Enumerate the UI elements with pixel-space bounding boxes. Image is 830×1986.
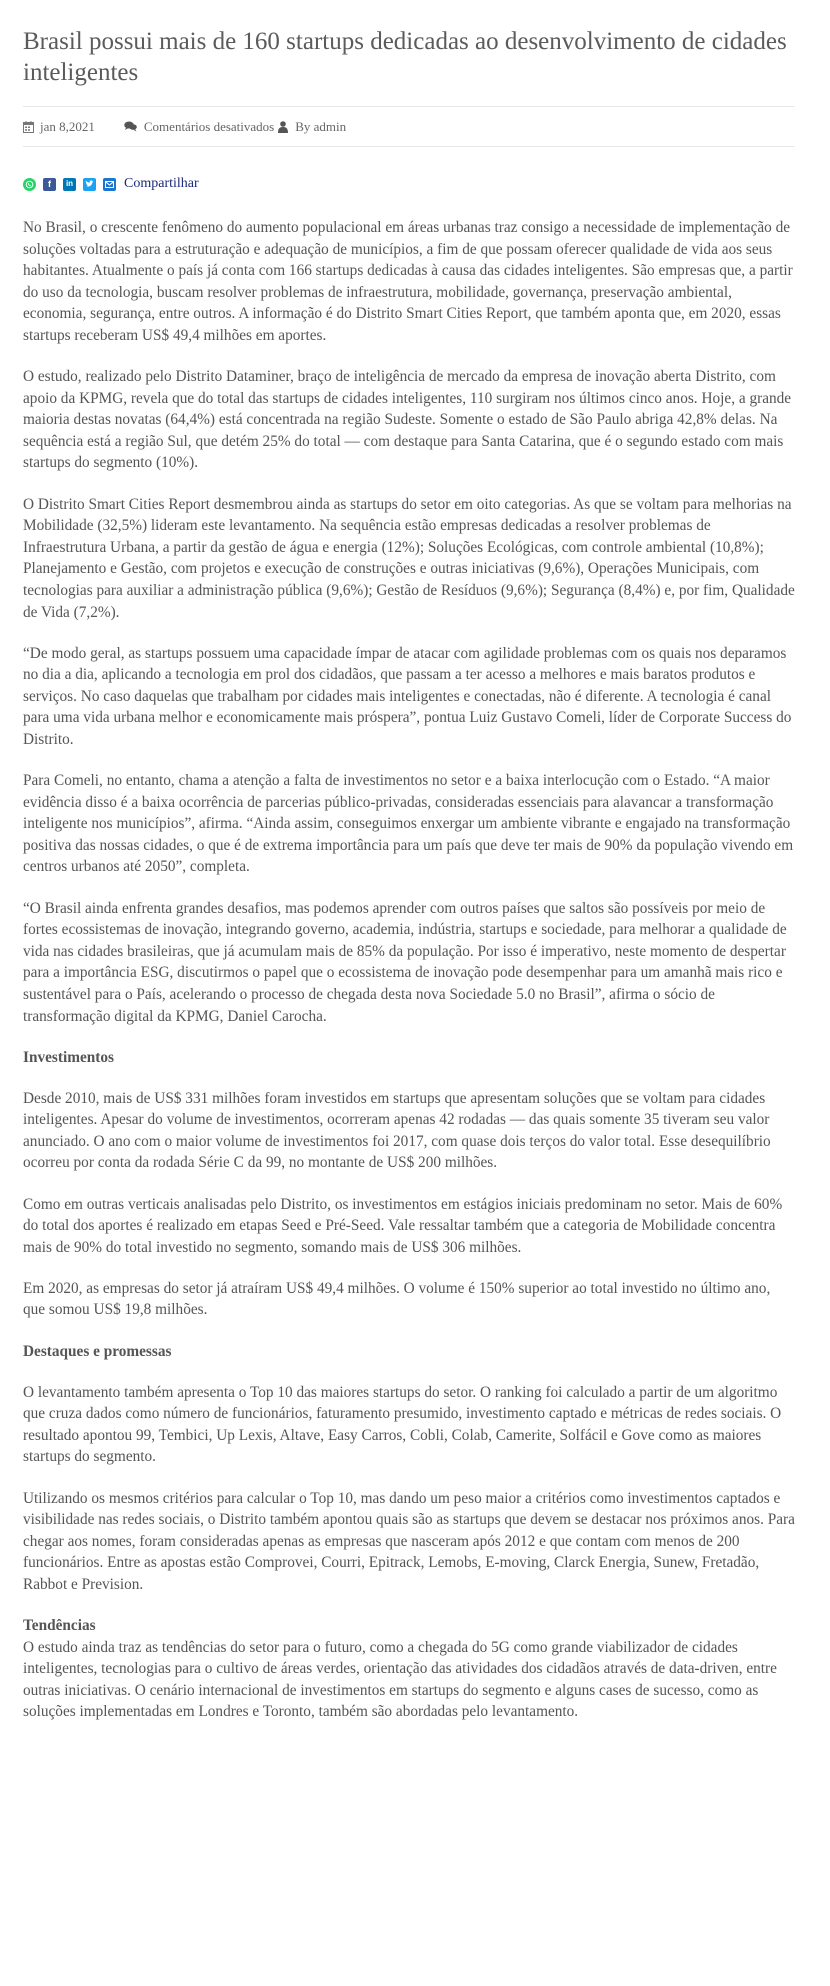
- comments-icon: [124, 121, 137, 132]
- paragraph: Em 2020, as empresas do setor já atraíram US$ 49,4 milhões. O volume é 150% superior ao total investido no último ano, que somou US$ 19,8 milhões.: [23, 1279, 771, 1319]
- post-date: [23, 119, 95, 135]
- share-bar: [23, 147, 795, 217]
- paragraph: “O Brasil ainda enfrenta grandes desafios, mas podemos aprender com outros países que saltos são possíveis por meio de fortes ecossistemas de inovação, integrando governo, academia, indústria, startups e sociedade, para melhorar a qualidade de vida nas cidades brasileiras, que já acumulam mais de 85% da população. Por isso é imperativo, neste momento de despertar para a importância ESG, discutirmos o papel que o ecossistema de inovação pode desempenhar para um amanhã mais rico e sustentável para o País, acelerando o processo de chegada desta nova Sociedade 5.0 no Brasil”, afirma o sócio de transformação digital da KPMG, Daniel Carocha.: [23, 899, 787, 1025]
- paragraph: Como em outras verticais analisadas pelo Distrito, os investimentos em estágios iniciais predominam no setor. Mais de 60% do total dos aportes é realizado em etapas Seed e Pré-Seed. Vale ressaltar também que a categoria de Mobilidade concentra mais de 90% do total investido no segmento, somando mais de US$ 306 milhões.: [23, 1195, 783, 1256]
- whatsapp-icon[interactable]: [23, 178, 36, 191]
- share-label[interactable]: Compartilhar: [124, 176, 199, 191]
- section-heading-tendencias: Tendências: [23, 1616, 96, 1634]
- post-date-text: jan 8,2021: [40, 118, 95, 134]
- paragraph: “De modo geral, as startups possuem uma capacidade ímpar de atacar com agilidade problemas com os quais nos deparamos no dia a dia, aplicando a tecnologia em prol dos cidadãos, que passam a ter acesso a melhores e mais baratos produtos e serviços. No caso daquelas que trabalham por cidades mais inteligentes e conectadas, não é diferente. A tecnologia é canal para uma vida urbana melhor e economicamente mais próspera”, pontua Luiz Gustavo Comeli, líder de Corporate Success do Distrito.: [23, 644, 792, 748]
- post-author-text: By admin: [295, 118, 347, 134]
- paragraph: Para Comeli, no entanto, chama a atenção a falta de investimentos no setor e a baixa interlocução com o Estado. “A maior evidência disso é a baixa ocorrência de parcerias público-privadas, consideradas essenciais para alavancar a transformação inteligente nos municípios”, afirma. “Ainda assim, conseguimos enxergar um ambiente vibrante e engajado na transformação positiva das nossas cidades, o que é de extrema importância para um país que deve ter mais de 90% da população vivendo em centros urbanos até 2050”, completa.: [23, 772, 794, 876]
- post-comments[interactable]: [124, 119, 274, 135]
- post-author[interactable]: [278, 119, 346, 135]
- paragraph: O estudo ainda traz as tendências do setor para o futuro, como a chegada do 5G como grande viabilizador de cidades inteligentes, tecnologias para o cultivo de áreas verdes, orientação das atividades dos cidadãos através de data-driven, entre outras iniciativas. O cenário internacional de investimentos em startups do segmento e alguns cases de sucesso, como as soluções implementadas em Londres e Toronto, também são abordadas pelo levantamento.: [23, 1638, 777, 1721]
- paragraph: No Brasil, o crescente fenômeno do aumento populacional em áreas urbanas traz consigo a necessidade de implementação de soluções voltadas para a estruturação e adequação de municípios, a fim de que possam oferecer qualidade de vida aos seus habitantes. Atualmente o país já conta com 166 startups dedicadas à causa das cidades inteligentes. São empresas que, a partir do uso da tecnologia, buscam resolver problemas de infraestrutura, mobilidade, governança, preservação ambiental, economia, segurança, entre outros. A informação é do Distrito Smart Cities Report, que também aponta que, em 2020, essas startups receberam US$ 49,4 milhões em aportes.: [23, 219, 793, 344]
- post-comments-text: Comentários desativados: [143, 118, 275, 134]
- facebook-icon[interactable]: f: [43, 178, 56, 191]
- linkedin-icon[interactable]: in: [63, 178, 76, 191]
- paragraph: Desde 2010, mais de US$ 331 milhões foram investidos em startups que apresentam soluções que se voltam para cidades inteligentes. Apesar do volume de investimentos, ocorreram apenas 42 rodadas — das quais somente 35 tiveram seu valor anunciado. O ano com o maior volume de investimentos foi 2017, com quase dois terços do valor total. Esse desequilíbrio ocorreu por conta da rodada Série C da 99, no montante de US$ 200 milhões.: [23, 1089, 771, 1172]
- calendar-icon: [23, 121, 34, 133]
- user-icon: [278, 121, 288, 133]
- email-icon[interactable]: [103, 178, 116, 191]
- article-body: [23, 217, 795, 1723]
- article-title: Brasil possui mais de 160 startups dedicadas ao desenvolvimento de cidades inteligentes: [23, 28, 787, 86]
- paragraph: Utilizando os mesmos critérios para calcular o Top 10, mas dando um peso maior a critérios como investimentos captados e visibilidade nas redes sociais, o Distrito também apontou quais são as startups que devem se destacar nos próximos anos. Para chegar aos nomes, foram consideradas apenas as empresas que nasceram após 2012 e que contam com menos de 200 funcionários. Entre as apostas estão Comprovei, Courri, Epitrack, Lemobs, E-moving, Clarck Energia, Sunew, Fretadão, Rabbot e Prevision.: [23, 1489, 795, 1593]
- paragraph: O levantamento também apresenta o Top 10 das maiores startups do setor. O ranking foi calculado a partir de um algoritmo que cruza dados como número de funcionários, faturamento presumido, investimento captado e métricas de redes sociais. O resultado apontou 99, Tembici, Up Lexis, Altave, Easy Carros, Cobli, Colab, Camerite, Solfácil e Gove como as maiores startups do segmento.: [23, 1383, 782, 1466]
- section-heading-destaques: Destaques e promessas: [23, 1342, 172, 1360]
- post-meta: [23, 107, 795, 146]
- twitter-icon[interactable]: [83, 178, 96, 191]
- section-heading-investimentos: Investimentos: [23, 1048, 114, 1066]
- paragraph: O Distrito Smart Cities Report desmembrou ainda as startups do setor em oito categorias. As que se voltam para melhorias na Mobilidade (32,5%) lideram este levantamento. Na sequência estão empresas dedicadas a resolver problemas de Infraestrutura Urbana, a partir da gestão de água e energia (12%); Soluções Ecológicas, com controle ambiental (10,8%); Planejamento e Gestão, com projetos e execução de construções e outras iniciativas (9,6%), Operações Municipais, com tecnologias para auxiliar a administração pública (9,6%); Gestão de Resíduos (9,6%); Segurança (8,4%) e, por fim, Qualidade de Vida (7,2%).: [23, 495, 795, 621]
- paragraph: O estudo, realizado pelo Distrito Dataminer, braço de inteligência de mercado da empresa de inovação aberta Distrito, com apoio da KPMG, revela que do total das startups de cidades inteligentes, 110 surgiram nos últimos cinco anos. Hoje, a grande maioria destas novatas (64,4%) está concentrada na região Sudeste. Somente o estado de São Paulo abriga 42,8% delas. Na sequência está a região Sul, que detém 25% do total — com destaque para Santa Catarina, que é o segundo estado com mais startups do segmento (10%).: [23, 368, 792, 472]
- article: [23, 26, 795, 1742]
